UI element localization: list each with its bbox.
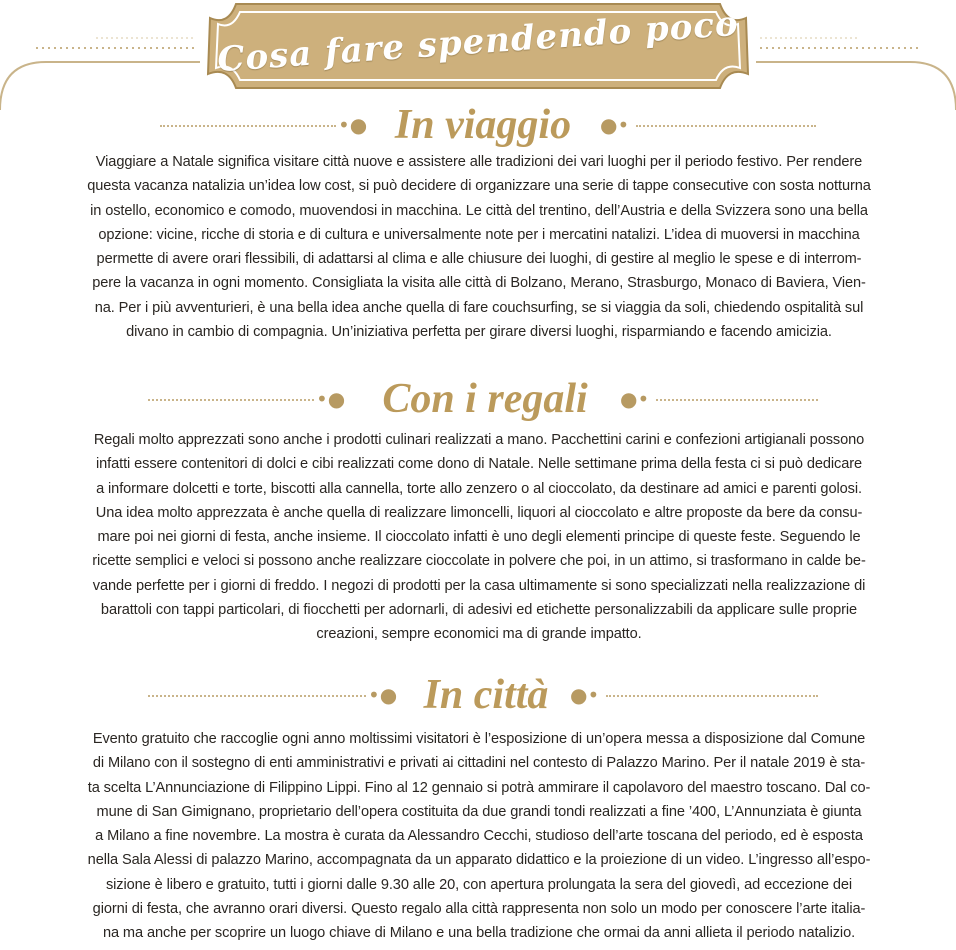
section-title: In città <box>423 672 549 718</box>
body-line: creazioni, sempre economici ma di grande impatto. <box>316 626 642 643</box>
section-heading-in-viaggio <box>0 100 956 150</box>
body-line: giorni di festa, che avranno orari diversi. Questo regalo alla città rappresenta non solo un modo per conoscere l’arte italia- <box>92 901 866 918</box>
section-heading-in-citta <box>0 670 956 720</box>
body-line: Evento gratuito che raccoglie ogni anno moltissimi visitatori è l’esposizione di un’opera messa a disposizione dal Comune <box>92 731 866 747</box>
body-line: ricette semplici e veloci si possono anche realizzare cioccolate in polvere che poi, in un attimo, si trasformano in calde be- <box>92 553 866 570</box>
body-line: nella Sala Alessi di palazzo Marino, accompagnata da un apparato didattico e la proiezione di un video. L’ingresso all’espo- <box>87 852 871 869</box>
body-line: infatti essere contenitori di dolci e cibi realizzati come dono di Natale. Nelle settimane prima della festa ci si può dedicare <box>95 456 863 473</box>
body-line: mune di San Gimignano, proprietario dell’opera costituita da due grandi tondi realizzati a fine ’400, L’Annunziata è giunta <box>96 803 862 820</box>
body-line: vande perfette per i giorni di freddo. I negozi di prodotti per la casa ultimamente si sono specializzati nella realizzazione di <box>92 577 866 594</box>
body-line: mare poi nei giorni di festa, anche insieme. Il cioccolato infatti è uno degli elementi principe di queste feste. Seguendo le <box>97 529 861 546</box>
dotted-rule-right <box>606 695 818 697</box>
body-line: ta scelta L’Annunciazione di Filippino Lippi. Fino al 12 gennaio si potrà ammirare il capolavoro del maestro toscano. Dal co- <box>87 779 871 796</box>
body-line: a informare dolcetti e torte, biscotti alla cannella, torte allo zenzero o al cioccolato, da destinare ad amici e parenti golosi. <box>96 480 862 497</box>
body-line: sizione è libero e gratuito, tutti i giorni dalle 9.30 alle 20, con apertura prolungata la sera del giovedì, ad eccezione dei <box>105 876 853 893</box>
banner-title: Cosa fare spendendo poco <box>216 3 740 81</box>
bullet-ornament-right: ●• <box>620 387 650 411</box>
dotted-rule-left <box>148 695 366 697</box>
body-line: permette di avere orari flessibili, di adattarsi al clima e alle chiusure dei luoghi, di gestire al meglio le spese e di interrom- <box>96 251 862 268</box>
section-body-in-citta <box>56 727 902 946</box>
section-heading-con-i-regali <box>0 374 956 424</box>
dotted-rule-left <box>148 399 314 401</box>
body-line: divano in cambio di compagnia. Un’iniziativa perfetta per girare diversi luoghi, risparmiando e facendo amicizia. <box>126 324 832 341</box>
body-line: na. Per i più avventurieri, è una bella idea anche quella di fare couchsurfing, se si viaggia da soli, chiedendo ospitalità sul <box>94 299 864 316</box>
body-line: a Milano a fine novembre. La mostra è curata da Alessandro Cecchi, studioso dell’arte toscana del periodo, ed è esposta <box>95 828 863 845</box>
body-line: di Milano con il sostegno di enti amministrativi e privati ai cittadini nel contesto di Palazzo Marino. Per il natale 2019 è sta- <box>92 755 866 772</box>
dotted-rule-right <box>656 399 818 401</box>
dotted-rule-left <box>160 125 336 127</box>
section-title: In viaggio <box>394 102 572 148</box>
bullet-ornament-right: ●• <box>600 113 630 137</box>
bullet-ornament-right: ●• <box>570 683 600 707</box>
body-line: questa vacanza natalizia un’idea low cost, si può decidere di organizzare una serie di tappe consecutive con sosta notturna <box>87 178 871 195</box>
section-title: Con i regali <box>382 376 588 422</box>
body-line: pere la vacanza in ogni momento. Consigliata la visita alle città di Bolzano, Merano, Strasburgo, Monaco di Baviera, Vien- <box>92 275 866 292</box>
body-line: Regali molto apprezzati sono anche i prodotti culinari realizzati a mano. Pacchettini carini e confezioni artigianali possono <box>93 432 865 448</box>
body-line: barattoli con tappi particolari, di fiocchetti per adornarli, di adesivi ed etichette personalizzabili da applicare sulle proprie <box>100 602 858 619</box>
section-body-con-i-regali <box>56 428 902 647</box>
body-line: Viaggiare a Natale significa visitare città nuove e assistere alle tradizioni dei vari luoghi per il periodo festivo. Per rendere <box>95 154 863 170</box>
body-line: na ma anche per scoprire un luogo chiave di Milano e una bella tradizione che ormai da anni allieta il periodo natalizio. <box>102 925 856 942</box>
dotted-rule-right <box>636 125 816 127</box>
body-line: Una idea molto apprezzata è anche quella di realizzare limoncelli, liquori al cioccolato e altre proposte da bere da consu- <box>95 504 863 521</box>
section-body-in-viaggio <box>56 150 902 344</box>
page-banner <box>0 0 956 110</box>
body-line: opzione: vicine, ricche di storia e di cultura e universalmente note per i mercatini natalizi. L’idea di muoversi in macchina <box>98 226 860 243</box>
bullet-ornament-left: •● <box>338 113 368 137</box>
bullet-ornament-left: •● <box>368 683 398 707</box>
bullet-ornament-left: •● <box>316 387 346 411</box>
body-line: in ostello, economico e comodo, muovendosi in macchina. Le città del trentino, dell’Austria e della Svizzera sono una bella <box>90 202 868 219</box>
